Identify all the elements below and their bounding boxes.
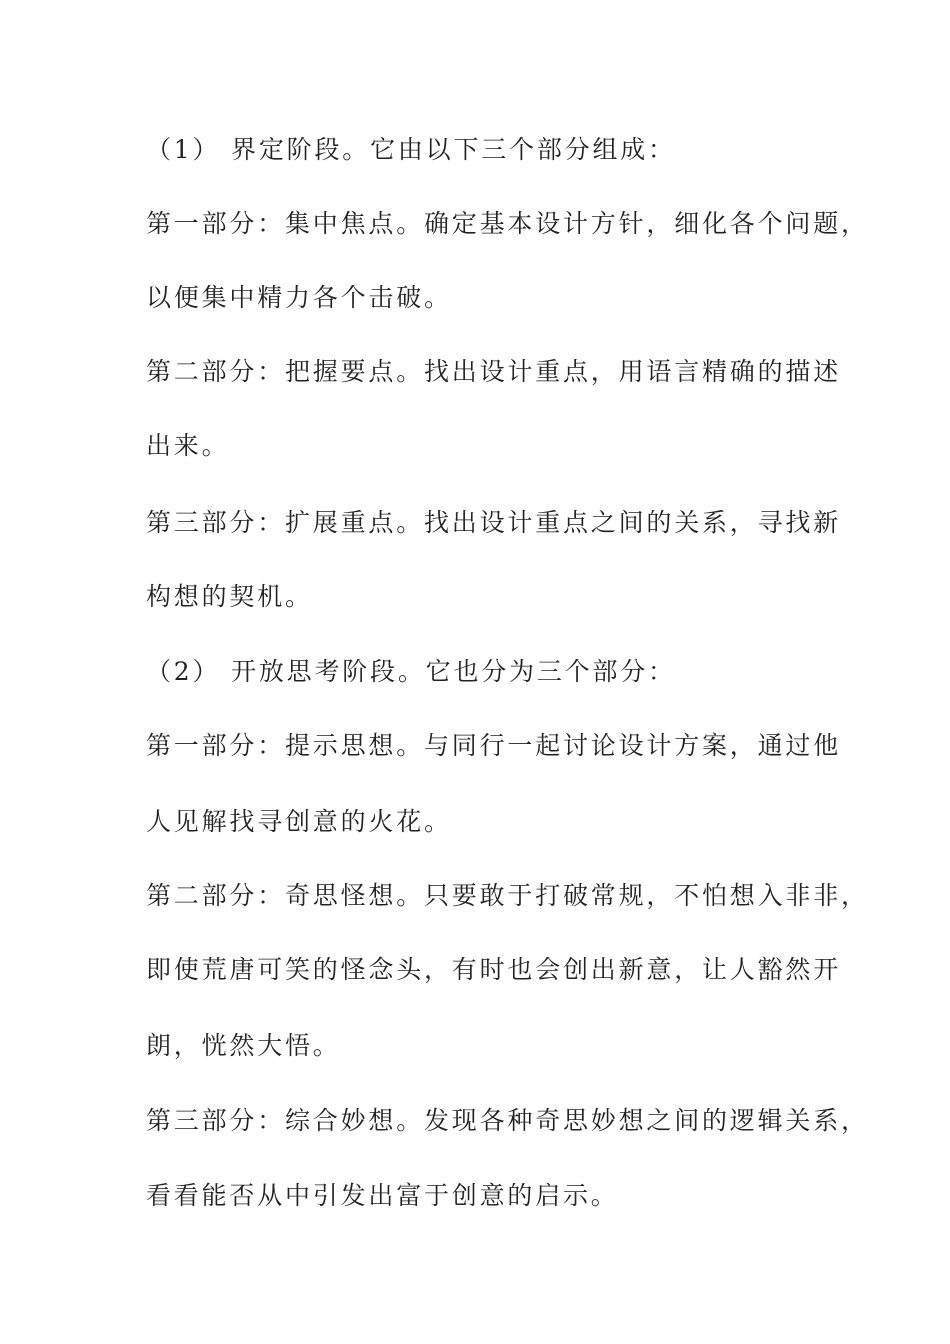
paragraph-line: 即使荒唐可笑的怪念头，有时也会创出新意，让人豁然开 <box>146 955 842 984</box>
paragraph-line: 构想的契机。 <box>146 582 313 611</box>
paragraph-line: 第三部分：综合妙想。发现各种奇思妙想之间的逻辑关系， <box>146 1106 869 1135</box>
paragraph-line: 第二部分：奇思怪想。只要敢于打破常规，不怕想入非非， <box>146 881 869 910</box>
paragraph-line: 朗，恍然大悟。 <box>146 1031 341 1060</box>
paragraph-line: 第一部分：集中焦点。确定基本设计方针，细化各个问题， <box>146 209 869 238</box>
paragraph-line: 出来。 <box>146 431 230 460</box>
paragraph-line: 以便集中精力各个击破。 <box>146 283 452 312</box>
section-1-heading: （1） 界定阶段。它由以下三个部分组成： <box>146 135 676 164</box>
paragraph-line: 第二部分：把握要点。找出设计重点，用语言精确的描述 <box>146 357 842 386</box>
paragraph-line: 第一部分：提示思想。与同行一起讨论设计方案，通过他 <box>146 731 842 760</box>
section-2-heading: （2） 开放思考阶段。它也分为三个部分： <box>146 657 676 686</box>
paragraph-line: 看看能否从中引发出富于创意的启示。 <box>146 1181 619 1210</box>
paragraph-line: 人见解找寻创意的火花。 <box>146 807 452 836</box>
paragraph-line: 第三部分：扩展重点。找出设计重点之间的关系，寻找新 <box>146 508 842 537</box>
